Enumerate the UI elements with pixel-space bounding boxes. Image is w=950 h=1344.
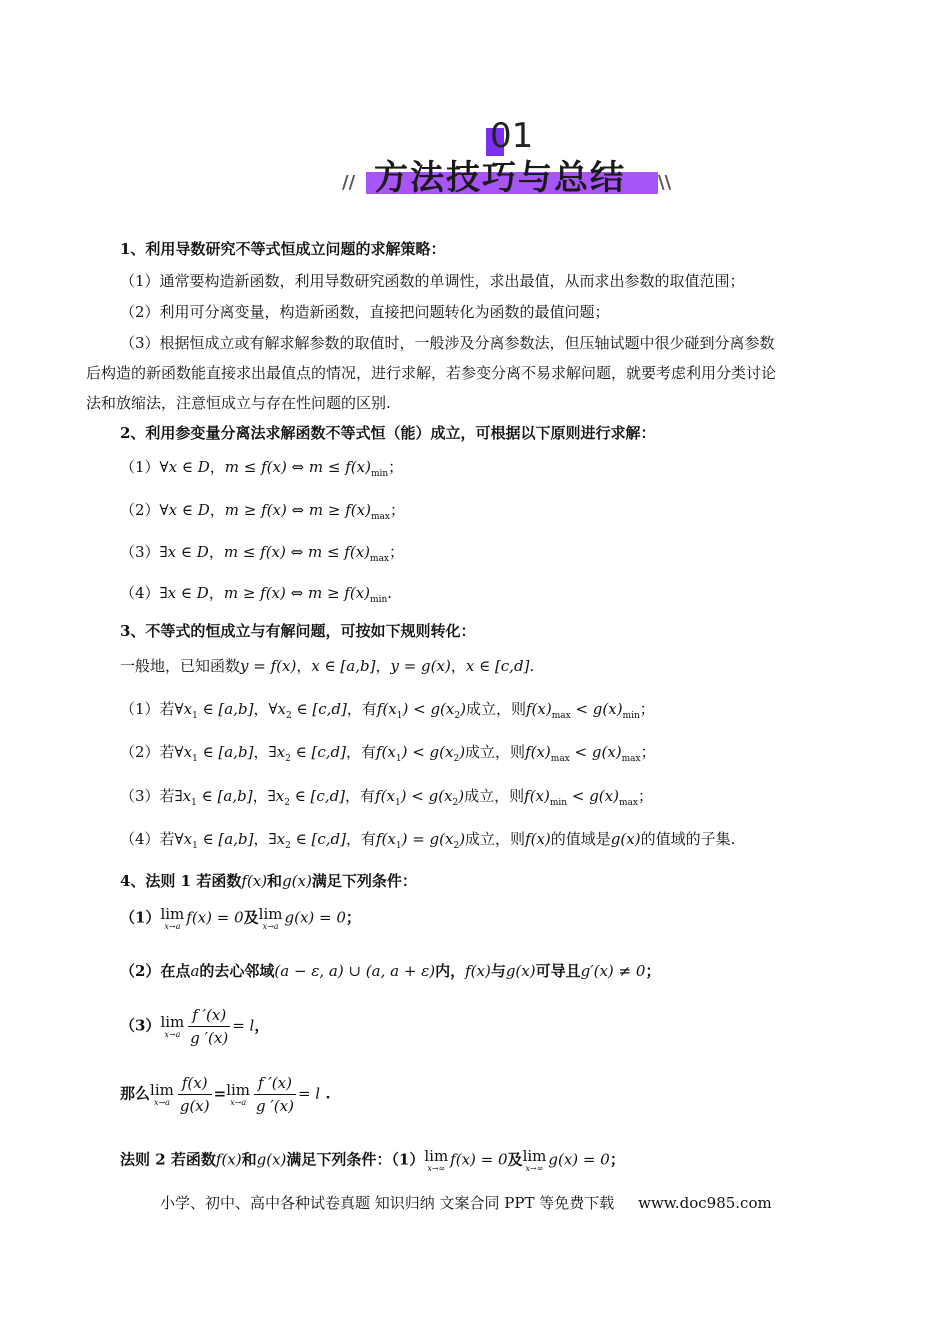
s2-item-label: （1） xyxy=(120,458,160,476)
footer xyxy=(160,1192,772,1213)
s2-item-3: （3）∃x ∈ D，m ≤ f(x) ⇔ $m \le f(x)_{max}$； xyxy=(120,543,405,564)
s4-c2-diff: 可导且 xyxy=(535,962,581,980)
s3-subset-text: 的值域的子集. xyxy=(640,830,736,848)
s2-item-label: （2） xyxy=(120,501,160,519)
s4-and: 和 xyxy=(267,872,283,890)
s3-intro-text: 一般地，已知函数 xyxy=(120,657,241,675)
s3-item-1: （1）若$\forall x_1$ ∈ [a,b]，$\forall x_2$ ∈ [c,d]，有$f(x_1) < g(x_2)$成立，则$f(x)_{max} < g(x)_{min}$； xyxy=(120,700,655,721)
s4-c3-label: （3） xyxy=(120,1016,161,1035)
s4-rule-2: 法则 2 若函数f(x)和g(x)满足下列条件：（1） lim x→∞ f(x) = 0及 lim x→∞ g(x) = 0； xyxy=(120,1147,625,1173)
s4-heading-post: 满足下列条件： xyxy=(311,872,417,890)
s4-rule2-post: 满足下列条件：（1） xyxy=(286,1150,425,1169)
s4-c1-label: （1） xyxy=(120,908,161,927)
s4-rule2-pre: 法则 2 若函数 xyxy=(120,1150,216,1169)
s3-holds: 成立，则 xyxy=(465,700,526,718)
banner-slash-left: // xyxy=(342,172,356,193)
s3-have: ，有 xyxy=(345,787,376,805)
s4-c2-with: 与 xyxy=(490,962,506,980)
s3-item-label: （4）若 xyxy=(120,830,175,848)
s3-have: ，有 xyxy=(345,830,376,848)
s4-condition-1: （1） lim x→a f(x) = 0及 lim x→a g(x) = 0； xyxy=(120,905,361,931)
s3-range-text: 的值域是 xyxy=(550,830,611,848)
s4-condition-3: （3） lim x→a $\frac{f '(x)}{g '(x)}$ = l， xyxy=(120,1006,270,1047)
s3-heading: 3、不等式的恒成立与有解问题，可按如下规则转化： xyxy=(120,622,476,640)
s2-item-label: （4） xyxy=(120,584,160,602)
s1-heading: 1、利用导数研究不等式恒成立问题的求解策略： xyxy=(120,240,446,258)
s3-holds: 成立，则 xyxy=(465,830,526,848)
s4-conclusion: 那么 lim x→a $\frac{f(x)}{g(x)}$ = lim x→a $\frac{f '(x)}{g '(x)}$ = l . xyxy=(120,1074,331,1115)
s1-p3b: 后构造的新函数能直接求出最值点的情况，进行求解，若参变分离不易求解问题，就要考虑利用分类讨论 xyxy=(86,364,777,382)
s2-heading: 2、利用参变量分离法求解函数不等式恒（能）成立，可根据以下原则进行求解： xyxy=(120,424,656,442)
s4-condition-2: （2）在点a的去心邻域(a − ε, a) ∪ (a, a + ε)内，f(x)与g(x)可导且g′(x) ≠ 0； xyxy=(120,962,661,980)
s4-c2-in: 内， xyxy=(435,962,466,980)
s3-intro: 一般地，已知函数y = f(x)，x ∈ [a,b]，y = g(x)，x ∈ [c,d]. xyxy=(120,657,535,675)
s4-heading-pre: 4、法则 1 若函数 xyxy=(120,872,242,890)
s1-p3a: （3）根据恒成立或有解求解参数的取值时，一般涉及分离参数法，但压轴试题中很少碰到分离参数 xyxy=(120,334,775,352)
s1-p2: （2）利用可分离变量，构造新函数，直接把问题转化为函数的最值问题； xyxy=(120,303,610,321)
footer-url[interactable]: www.doc985.com xyxy=(638,1194,772,1212)
s2-item-2: （2）∀x ∈ D，m ≥ f(x) ⇔ $m \ge f(x)_{max}$； xyxy=(120,501,405,522)
footer-text: 小学、初中、高中各种试卷真题 知识归纳 文案合同 PPT 等免费下载 xyxy=(160,1194,615,1212)
banner-title: 方法技巧与总结 xyxy=(374,158,626,198)
s3-item-label: （2）若 xyxy=(120,743,175,761)
s4-then: 那么 xyxy=(120,1084,151,1103)
s3-have: ，有 xyxy=(345,743,376,761)
banner-number: 01 xyxy=(490,116,534,156)
s4-and: 和 xyxy=(241,1150,257,1169)
banner-slash-right: \\ xyxy=(658,172,672,193)
s3-item-label: （1）若 xyxy=(120,700,175,718)
s4-c1-and: 及 xyxy=(507,1150,523,1169)
s2-item-1: （1）∀x ∈ D，m ≤ f(x) ⇔ $m \le f(x)_{min}$； xyxy=(120,458,404,479)
s1-p1: （1）通常要构造新函数，利用导数研究函数的单调性，求出最值，从而求出参数的取值范围； xyxy=(120,272,745,290)
s3-have: ，有 xyxy=(346,700,377,718)
s3-item-4: （4）若$\forall x_1$ ∈ [a,b]，$\exists x_2$ ∈ [c,d]，有$f(x_1) = g(x_2)$成立，则f(x)的值域是g(x)的值域的子集. xyxy=(120,830,736,851)
s3-holds: 成立，则 xyxy=(465,743,526,761)
section-banner xyxy=(340,112,680,202)
s4-c2-mid: 的去心邻域 xyxy=(199,962,275,980)
s4-heading: 4、法则 1 若函数f(x)和g(x)满足下列条件： xyxy=(120,872,417,890)
s3-item-label: （3）若 xyxy=(120,787,175,805)
s2-item-4: （4）∃x ∈ D，m ≥ f(x) ⇔ $m \ge f(x)_{min}$. xyxy=(120,584,393,605)
s3-item-3: （3）若$\exists x_1$ ∈ [a,b]，$\exists x_2$ ∈ [c,d]，有$f(x_1) < g(x_2)$成立，则$f(x)_{min} < g(x)_{max}$； xyxy=(120,787,653,808)
s3-holds: 成立，则 xyxy=(464,787,525,805)
s3-item-2: （2）若$\forall x_1$ ∈ [a,b]，$\exists x_2$ ∈ [c,d]，有$f(x_1) < g(x_2)$成立，则$f(x)_{max} < g(x)_{max}$； xyxy=(120,743,656,764)
s2-item-label: （3） xyxy=(120,543,160,561)
s1-p3c: 法和放缩法，注意恒成立与存在性问题的区别. xyxy=(86,394,391,412)
s4-c2-pre: （2）在点 xyxy=(120,962,191,980)
s4-c1-and: 及 xyxy=(243,908,259,927)
